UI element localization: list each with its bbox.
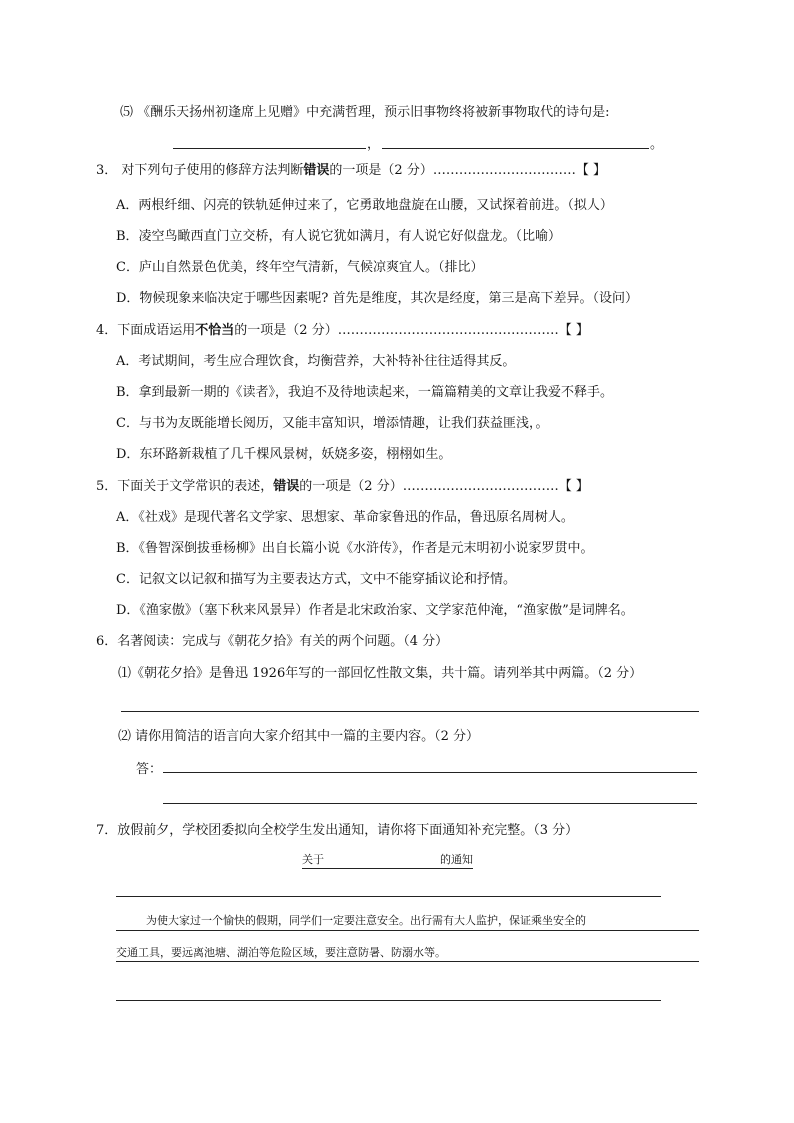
q4-prefix: 4．下面成语运用 — [96, 323, 196, 338]
q6-answer-label: 答： — [136, 762, 163, 777]
q3-option-b: B．凌空鸟瞰西直门立交桥，有人说它犹如满月，有人说它好似盘龙。（比喻） — [116, 229, 562, 244]
q2-5-period: 。 — [650, 137, 664, 152]
q5-option-d: D．《渔家傲》（塞下秋来风景异）作者是北宋政治家、文学家范仲淹，“渔家傲”是词牌名。 — [116, 603, 634, 618]
q7-notice-title — [302, 852, 473, 869]
q3-option-d: D．物候现象来临决定于哪些因素呢? 首先是维度，其次是经度，第三是高下差异。（设问） — [116, 291, 639, 306]
q7-line-bottom[interactable] — [116, 1000, 661, 1001]
q5-prefix: 5．下面关于文学常识的表述， — [96, 479, 274, 494]
q2-5-blank-1[interactable] — [173, 148, 366, 149]
q7-underline-body-1 — [116, 930, 699, 931]
q6-sub1: ⑴《朝花夕拾》是鲁迅 1926年写的一部回忆性散文集，共十篇。请列举其中两篇。（2 分） — [118, 666, 643, 681]
q5-option-a: A．《社戏》是现代著名文学家、思想家、革命家鲁迅的作品，鲁迅原名周树人。 — [116, 510, 574, 525]
q7-notice-prefix: 关于 — [302, 853, 324, 866]
q2-5-blank-2[interactable] — [382, 148, 649, 149]
q5-option-c: C．记叙文以记叙和描写为主要表达方式，文中不能穿插议论和抒情。 — [116, 572, 516, 587]
q4-bold: 不恰当 — [195, 323, 235, 338]
q2-5-comma: ， — [367, 137, 381, 152]
q5-suffix: 的一项是（2 分）………………………………【 】 — [299, 479, 589, 494]
q3-prefix: 3． 对下列句子使用的修辞方法判断 — [96, 163, 304, 178]
q4-option-d: D．东环路新栽植了几千棵风景树，妖娆多姿，栩栩如生。 — [116, 447, 452, 462]
q5-option-b: B．《鲁智深倒拔垂杨柳》出自长篇小说《水浒传》，作者是元末明初小说家罗贯中。 — [116, 541, 594, 556]
q7-title: 7．放假前夕，学校团委拟向全校学生发出通知，请你将下面通知补充完整。（3 分） — [96, 823, 579, 838]
q5-stem — [96, 478, 589, 496]
q3-bold: 错误 — [303, 163, 330, 178]
q2-5-prompt: ⑸ 《酬乐天扬州初逢席上见赠》中充满哲理，预示旧事物终将被新事物取代的诗句是: — [120, 105, 610, 120]
q6-sub2: ⑵ 请你用简洁的语言向大家介绍其中一篇的主要内容。（2 分） — [118, 729, 480, 744]
q4-stem — [96, 322, 589, 340]
q6-answer-line-2[interactable] — [163, 803, 697, 804]
q4-option-b: B．拿到最新一期的《读者》，我迫不及待地读起来，一篇篇精美的文章让我爱不释手。 — [116, 385, 614, 400]
q3-option-c: C．庐山自然景色优美，终年空气清新，气候凉爽宜人。（排比） — [116, 260, 484, 275]
q3-stem — [96, 162, 606, 180]
q7-body-line-1: 为使大家过一个愉快的假期，同学们一定要注意安全。出行需有大人监护，保证乘坐安全的 — [146, 914, 586, 927]
q6-answer-line-1[interactable] — [163, 772, 697, 773]
q5-bold: 错误 — [273, 479, 300, 494]
q6-title: 6．名著阅读：完成与《朝花夕拾》有关的两个问题。（4 分） — [96, 634, 449, 649]
q7-body-line-2: 交通工具，要远离池塘、湖泊等危险区域，要注意防暑、防溺水等。 — [116, 946, 446, 959]
q7-notice-suffix: 的通知 — [440, 853, 473, 866]
q3-suffix: 的一项是（2 分）……………………………【 】 — [329, 163, 606, 178]
q6-sub1-answer-line[interactable] — [121, 711, 699, 712]
q4-suffix: 的一项是（2 分）……………………………………………【 】 — [234, 323, 589, 338]
q4-option-c: C．与书为友既能增长阅历，又能丰富知识，增添情趣，让我们获益匪浅，。 — [116, 416, 549, 431]
q4-option-a: A．考试期间，考生应合理饮食，均衡营养，大补特补往往适得其反。 — [116, 354, 516, 369]
q7-line-1[interactable] — [116, 896, 661, 897]
q3-option-a: A．两根纤细、闪亮的铁轨延伸过来了，它勇敢地盘旋在山腰，又试探着前进。（拟人） — [116, 198, 613, 213]
q7-underline-body-2 — [116, 961, 699, 962]
